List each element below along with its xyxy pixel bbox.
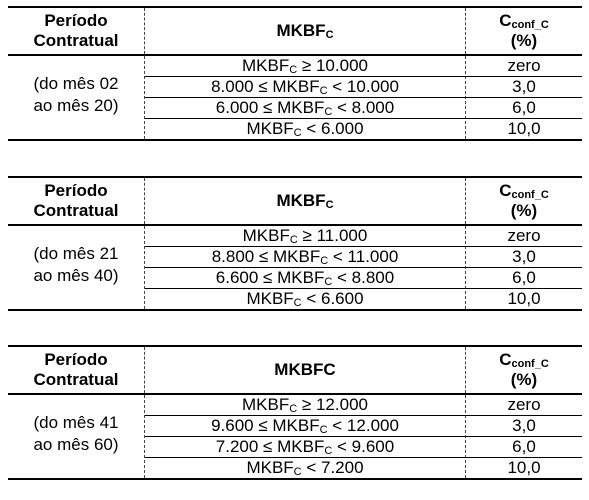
mkbf-condition: $MKBF_C < 6.600$ — [246, 289, 364, 309]
cconf-header-unit: (%) — [510, 370, 538, 389]
period-range-label — [8, 412, 144, 456]
cconf-header-unit: (%) — [510, 201, 538, 220]
mkbf-header — [145, 347, 465, 393]
periodo-header — [8, 8, 144, 54]
cconf-header — [466, 178, 582, 224]
table-header — [8, 8, 582, 56]
table-row — [145, 436, 582, 457]
period-range-label — [8, 73, 144, 117]
cconf-value: 10,0 — [507, 458, 541, 477]
table-row — [145, 457, 582, 478]
cconf-value: zero — [507, 395, 541, 414]
mkbf-header-base: MKBF — [276, 191, 326, 210]
period-range-line1: (do mês 02 — [33, 74, 119, 93]
cconf-header-unit: (%) — [510, 31, 538, 50]
mkbf-header-sub: C — [325, 199, 334, 211]
table-row — [145, 76, 582, 97]
mkbf-header-base: MKBFC — [274, 360, 336, 379]
mkbf-header — [145, 178, 465, 224]
period-range-line2: ao mês 40) — [33, 266, 119, 285]
mkbf-condition: $MKBF_C < 7.200$ — [246, 458, 364, 478]
cconf-value: 6,0 — [512, 98, 536, 117]
periodo-header-line1: Período — [44, 11, 108, 30]
cconf-header-base: C — [499, 11, 512, 30]
mkbf-condition: $MKBF_C < 6.000$ — [246, 119, 364, 139]
mkbf-condition: $MKBF_C \ge 11.000$ — [242, 226, 368, 246]
mkbf-condition: $7.200 \le MKBF_C < 9.600$ — [215, 437, 395, 457]
periodo-header-line1: Período — [44, 350, 108, 369]
cconf-header-base: C — [499, 181, 512, 200]
mkbf-condition: $6.600 \le MKBF_C < 8.800$ — [215, 268, 395, 288]
cconf-value: 6,0 — [512, 268, 536, 287]
cconf-header-sub: conf_C — [511, 19, 549, 31]
mkbf-condition: $9.600 \le MKBF_C < 12.000$ — [211, 416, 399, 436]
cconf-value: 10,0 — [507, 119, 541, 138]
table-period-3 — [8, 345, 582, 480]
period-range-label — [8, 243, 144, 287]
period-range-line1: (do mês 21 — [33, 244, 119, 263]
periodo-header — [8, 178, 144, 224]
table-row — [145, 288, 582, 309]
mkbf-condition: $MKBF_C \ge 10.000$ — [242, 56, 368, 76]
table-row — [145, 118, 582, 139]
cconf-value: 3,0 — [512, 416, 536, 435]
table-row — [145, 246, 582, 267]
cconf-header — [466, 8, 582, 54]
period-range-line2: ao mês 60) — [33, 435, 119, 454]
mkbf-header-base: MKBF — [276, 21, 326, 40]
table-body — [8, 395, 582, 478]
table-row — [145, 267, 582, 288]
cconf-value: 3,0 — [512, 77, 536, 96]
periodo-header — [8, 347, 144, 393]
table-header — [8, 347, 582, 395]
mkbf-condition: $MKBF_C \ge 12.000$ — [242, 395, 368, 415]
cconf-header-base: C — [499, 350, 512, 369]
table-row — [145, 56, 582, 76]
table-row — [145, 226, 582, 246]
cconf-value: zero — [507, 56, 541, 75]
periodo-header-line2: Contratual — [33, 370, 119, 389]
mkbf-condition: $8.000 \le MKBF_C < 10.000$ — [211, 77, 399, 97]
periodo-header-line2: Contratual — [33, 201, 119, 220]
periodo-header-line1: Período — [44, 181, 108, 200]
period-range-line1: (do mês 41 — [33, 413, 119, 432]
mkbf-condition: $8.800 \le MKBF_C < 11.000$ — [211, 247, 399, 267]
cconf-value: 6,0 — [512, 437, 536, 456]
mkbf-header — [145, 8, 465, 54]
periodo-header-line2: Contratual — [33, 31, 119, 50]
table-header — [8, 178, 582, 226]
table-body — [8, 226, 582, 309]
cconf-header-sub: conf_C — [511, 189, 549, 201]
cconf-header-sub: conf_C — [511, 358, 549, 370]
table-period-2 — [8, 176, 582, 311]
mkbf-header-sub: C — [325, 29, 334, 41]
cconf-value: zero — [507, 226, 541, 245]
cconf-header — [466, 347, 582, 393]
cconf-value: 3,0 — [512, 247, 536, 266]
table-body — [8, 56, 582, 139]
period-range-line2: ao mês 20) — [33, 96, 119, 115]
table-period-1 — [8, 6, 582, 141]
cconf-value: 10,0 — [507, 289, 541, 308]
table-row — [145, 395, 582, 415]
table-row — [145, 97, 582, 118]
table-row — [145, 415, 582, 436]
mkbf-condition: $6.000 \le MKBF_C < 8.000$ — [215, 98, 395, 118]
